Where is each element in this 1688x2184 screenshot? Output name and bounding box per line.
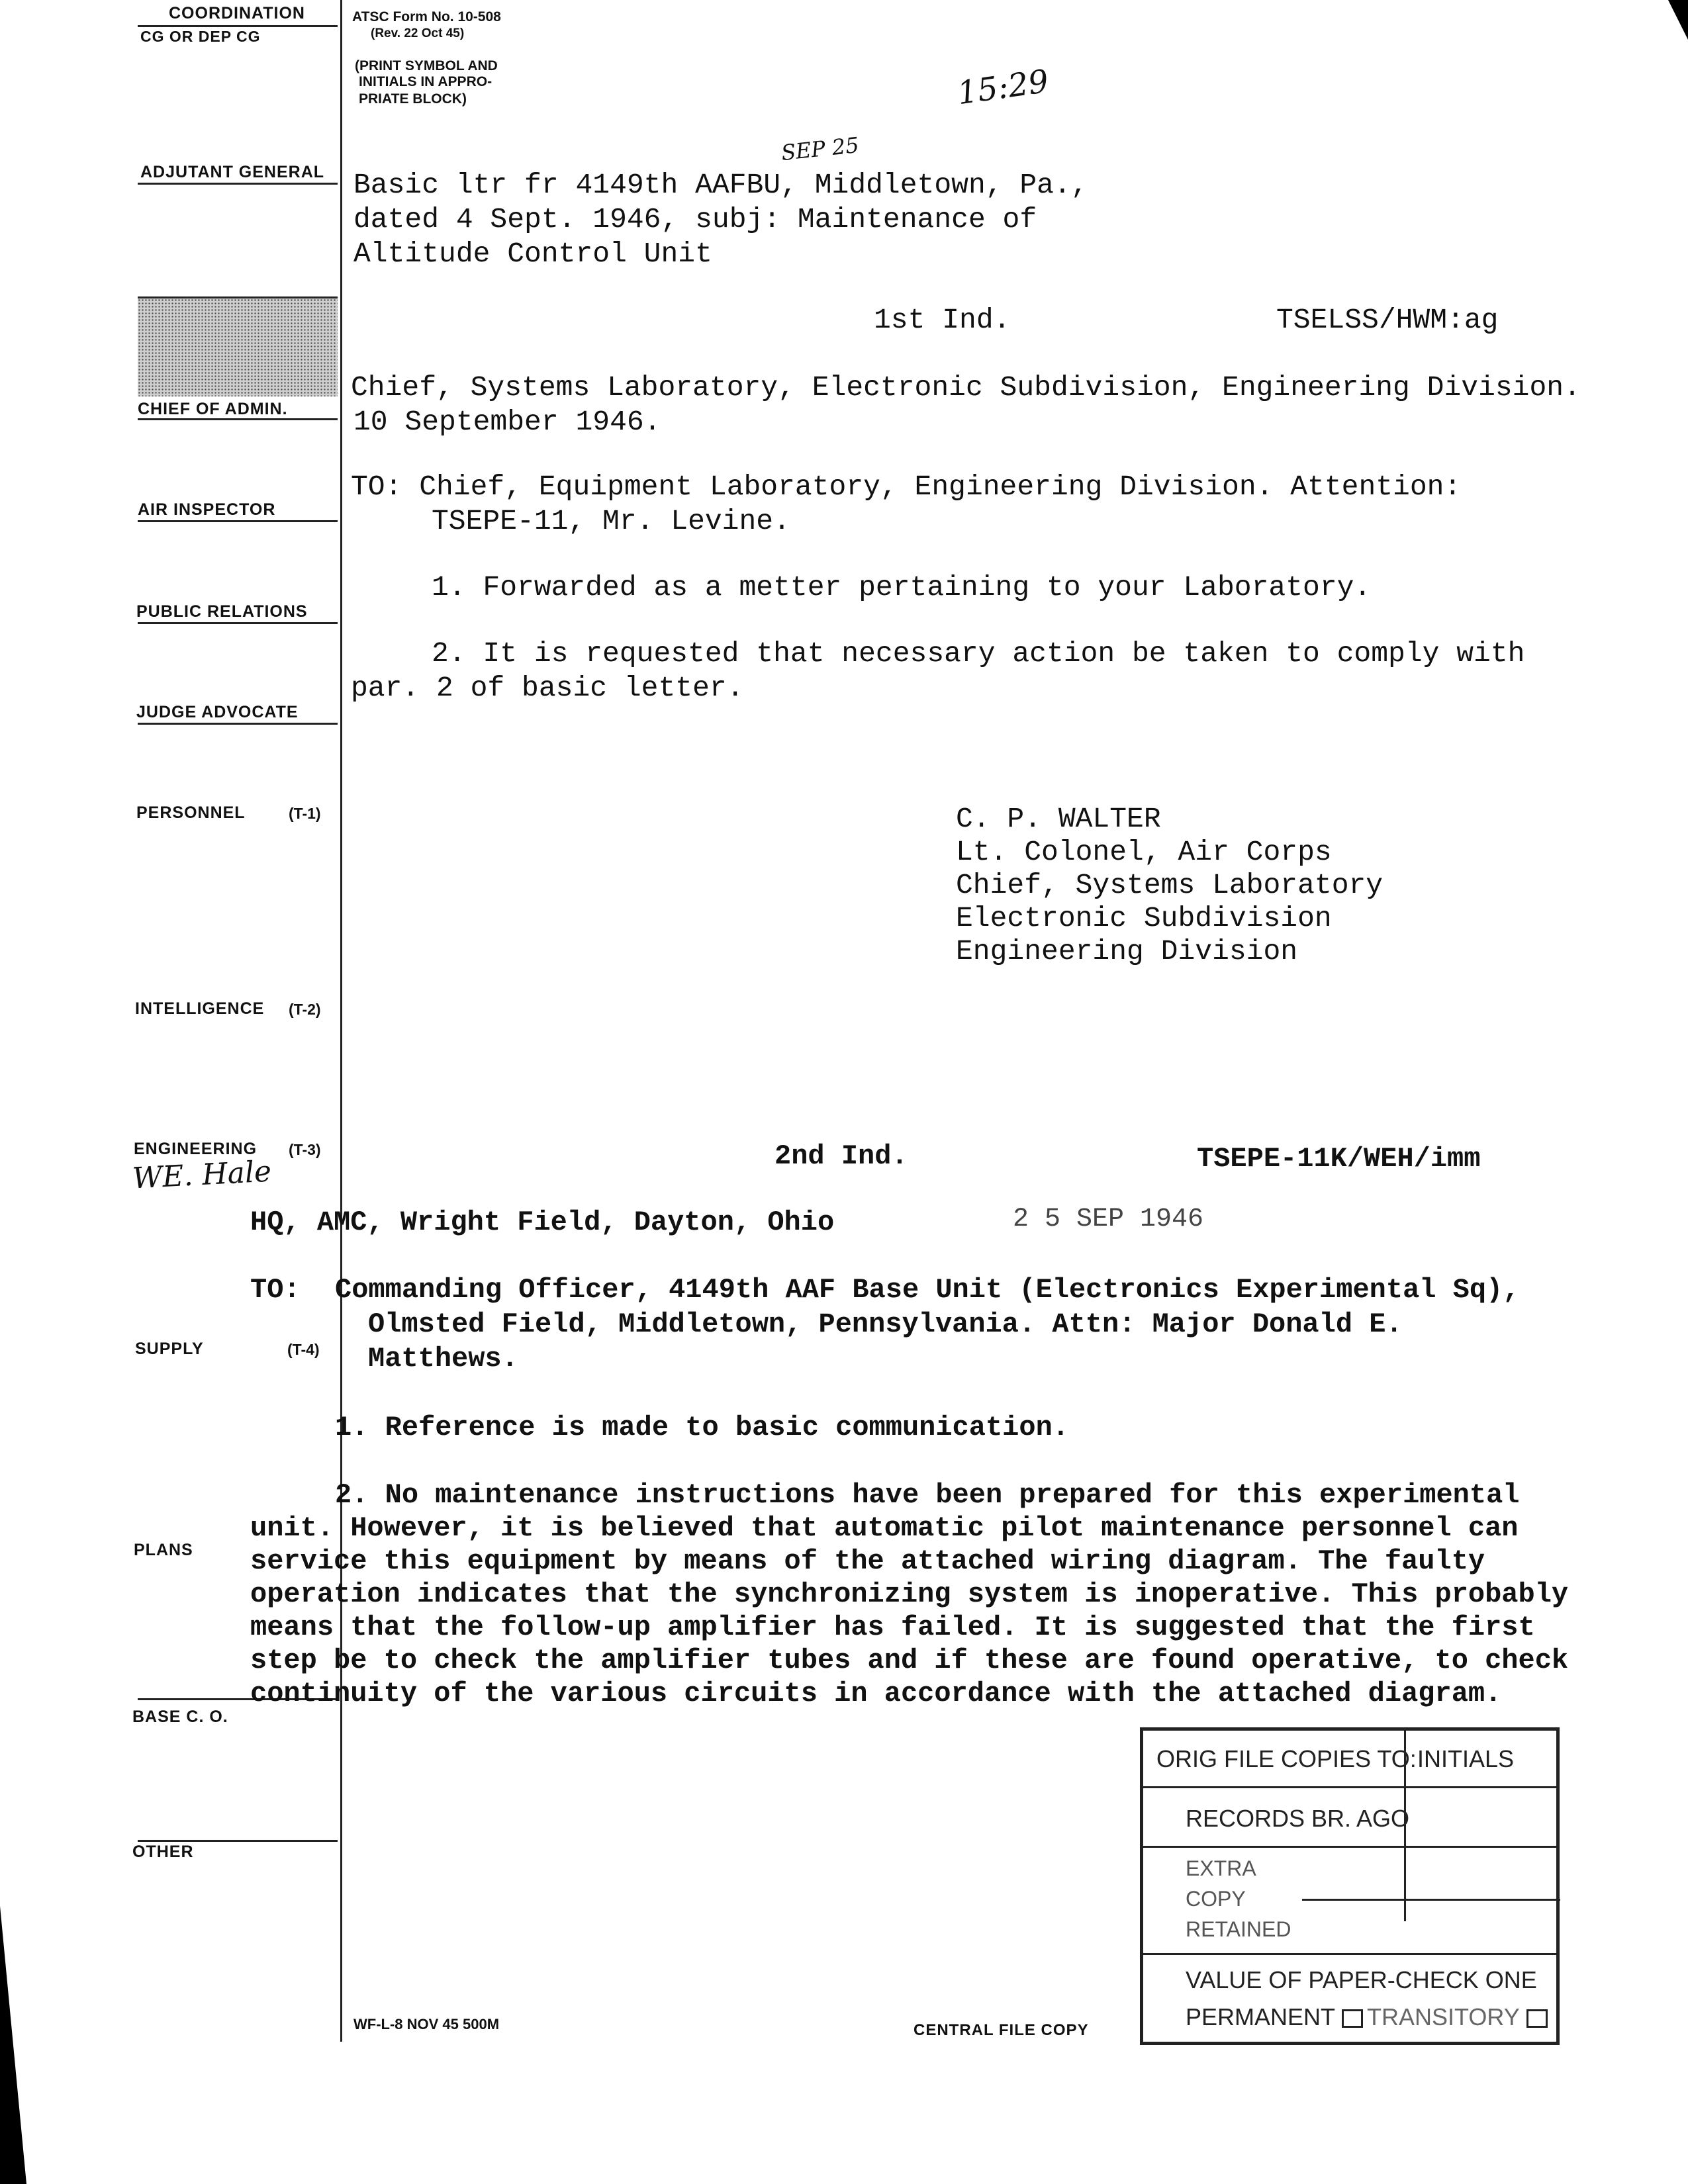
second-ind-para2-line4: operation indicates that the synchronizing system is inoperative. This probably: [250, 1578, 1569, 1610]
first-ind-to-line2: TSEPE-11, Mr. Levine.: [432, 505, 790, 537]
value-of-paper-label: VALUE OF PAPER-CHECK ONE: [1186, 1966, 1537, 1993]
handwritten-time: 15:29: [955, 62, 1051, 113]
first-ind-para2-line1: 2. It is requested that necessary action be taken to comply with: [432, 637, 1525, 670]
intelligence-code: (T-2): [289, 1001, 321, 1018]
permanent-option: [1186, 2003, 1363, 2031]
first-ind-title: 1st Ind.: [874, 304, 1011, 336]
shaded-block: [138, 296, 338, 396]
cg-or-dep-cg-label: CG OR DEP CG: [140, 28, 261, 45]
engineering-code: (T-3): [289, 1141, 321, 1158]
first-ind-para2-line2: par. 2 of basic letter.: [351, 672, 744, 704]
extra-label: EXTRA: [1186, 1856, 1256, 1880]
form-revision: (Rev. 22 Oct 45): [371, 26, 465, 40]
file-copies-stamp: [1140, 1727, 1560, 2045]
intelligence-label: INTELLIGENCE: [135, 999, 265, 1018]
stamp-records-rule: [1143, 1846, 1556, 1848]
base-co-label: BASE C. O.: [132, 1707, 228, 1726]
divider: [138, 723, 338, 725]
received-date-stamp: 2 5 SEP 1946: [1013, 1205, 1204, 1234]
signature-rank: Lt. Colonel, Air Corps: [956, 836, 1332, 868]
second-ind-para2-line5: means that the follow-up amplifier has failed. It is suggested that the first: [250, 1612, 1535, 1643]
retained-label: RETAINED: [1186, 1917, 1291, 1941]
basic-letter-line2: dated 4 Sept. 1946, subj: Maintenance of: [353, 203, 1037, 236]
form-number: ATSC Form No. 10-508: [352, 9, 501, 24]
coordination-heading: COORDINATION: [169, 4, 305, 23]
signature-title-line1: Chief, Systems Laboratory: [956, 869, 1383, 901]
second-ind-from: HQ, AMC, Wright Field, Dayton, Ohio: [250, 1206, 835, 1238]
signature-name: C. P. WALTER: [956, 803, 1161, 835]
first-ind-reference: TSELSS/HWM:ag: [1276, 304, 1499, 336]
central-file-copy-label: CENTRAL FILE COPY: [914, 2021, 1089, 2039]
air-inspector-label: AIR INSPECTOR: [138, 500, 276, 519]
second-ind-para1: 1. Reference is made to basic communication.: [335, 1412, 1069, 1443]
second-ind-reference: TSEPE-11K/WEH/imm: [1197, 1143, 1481, 1175]
stamp-extra-rule: [1302, 1899, 1560, 1901]
records-br-ago-label: RECORDS BR. AGO: [1186, 1805, 1410, 1832]
first-ind-from: Chief, Systems Laboratory, Electronic Subdivision, Engineering Division.: [351, 371, 1581, 404]
public-relations-label: PUBLIC RELATIONS: [136, 602, 308, 621]
transitory-checkbox[interactable]: [1526, 2009, 1548, 2028]
engineering-initials-signature: WE. Hale: [131, 1154, 273, 1196]
second-ind-to-label: TO:: [250, 1274, 301, 1306]
second-ind-para2-line3: service this equipment by means of the attached wiring diagram. The faulty: [250, 1545, 1485, 1577]
second-ind-to-line3: Matthews.: [368, 1343, 518, 1375]
divider: [138, 622, 338, 624]
initials-label: INITIALS: [1417, 1745, 1515, 1772]
second-ind-para2-line1: 2. No maintenance instructions have been prepared for this experimental: [335, 1479, 1520, 1511]
print-instruction-line1: (PRINT SYMBOL AND: [355, 58, 498, 73]
divider: [138, 418, 338, 420]
permanent-checkbox[interactable]: [1342, 2009, 1363, 2028]
second-ind-title: 2nd Ind.: [774, 1140, 908, 1172]
orig-file-copies-label: ORIG FILE COPIES TO:: [1156, 1745, 1417, 1772]
second-ind-para2-line2: unit. However, it is believed that automatic pilot maintenance personnel can: [250, 1512, 1519, 1544]
signature-title-line2: Electronic Subdivision: [956, 902, 1332, 934]
divider: [138, 1840, 338, 1842]
first-ind-to-line1: TO: Chief, Equipment Laboratory, Engineering Division. Attention:: [351, 471, 1462, 503]
supply-label: SUPPLY: [135, 1340, 204, 1358]
divider: [138, 183, 338, 185]
personnel-label: PERSONNEL: [136, 803, 246, 822]
stamp-value-rule: [1143, 1953, 1556, 1955]
adjutant-general-label: ADJUTANT GENERAL: [140, 163, 325, 181]
scan-edge-top-right: [1668, 0, 1688, 40]
stamp-header-rule: [1143, 1786, 1556, 1788]
print-instruction-line3: PRIATE BLOCK): [359, 91, 467, 107]
basic-letter-line1: Basic ltr fr 4149th AAFBU, Middletown, Pa.,: [353, 169, 1088, 201]
plans-label: PLANS: [134, 1541, 193, 1559]
print-instruction-line2: INITIALS IN APPRO-: [359, 74, 492, 89]
copy-label: COPY: [1186, 1887, 1246, 1911]
permanent-label: PERMANENT: [1186, 2003, 1336, 2030]
divider: [138, 25, 338, 27]
personnel-code: (T-1): [289, 805, 321, 822]
other-label: OTHER: [132, 1843, 194, 1861]
engineering-label: ENGINEERING: [134, 1140, 258, 1158]
scan-edge-bottom-left: [0, 1906, 26, 2184]
supply-code: (T-4): [287, 1341, 320, 1358]
basic-letter-line3: Altitude Control Unit: [353, 238, 712, 270]
second-ind-para2-line7: continuity of the various circuits in accordance with the attached diagram.: [250, 1678, 1502, 1709]
divider: [138, 520, 338, 522]
second-ind-to-line2: Olmsted Field, Middletown, Pennsylvania. Attn: Major Donald E.: [368, 1308, 1403, 1340]
first-ind-date: 10 September 1946.: [353, 406, 661, 438]
footer-form-code: WF-L-8 NOV 45 500M: [353, 2016, 500, 2032]
chief-of-admin-label: CHIEF OF ADMIN.: [138, 400, 288, 418]
handwritten-sep-mark: SEP 25: [780, 132, 861, 166]
second-ind-to-line1: Commanding Officer, 4149th AAF Base Unit (Electronics Experimental Sq),: [335, 1274, 1520, 1306]
first-ind-para1: 1. Forwarded as a metter pertaining to your Laboratory.: [432, 571, 1372, 604]
transitory-label: TRANSITORY: [1367, 2003, 1520, 2030]
judge-advocate-label: JUDGE ADVOCATE: [136, 703, 299, 721]
transitory-option: [1367, 2003, 1548, 2031]
column-rule: [340, 0, 342, 2042]
signature-title-line3: Engineering Division: [956, 935, 1298, 968]
second-ind-para2-line6: step be to check the amplifier tubes and if these are found operative, to check: [250, 1645, 1569, 1676]
